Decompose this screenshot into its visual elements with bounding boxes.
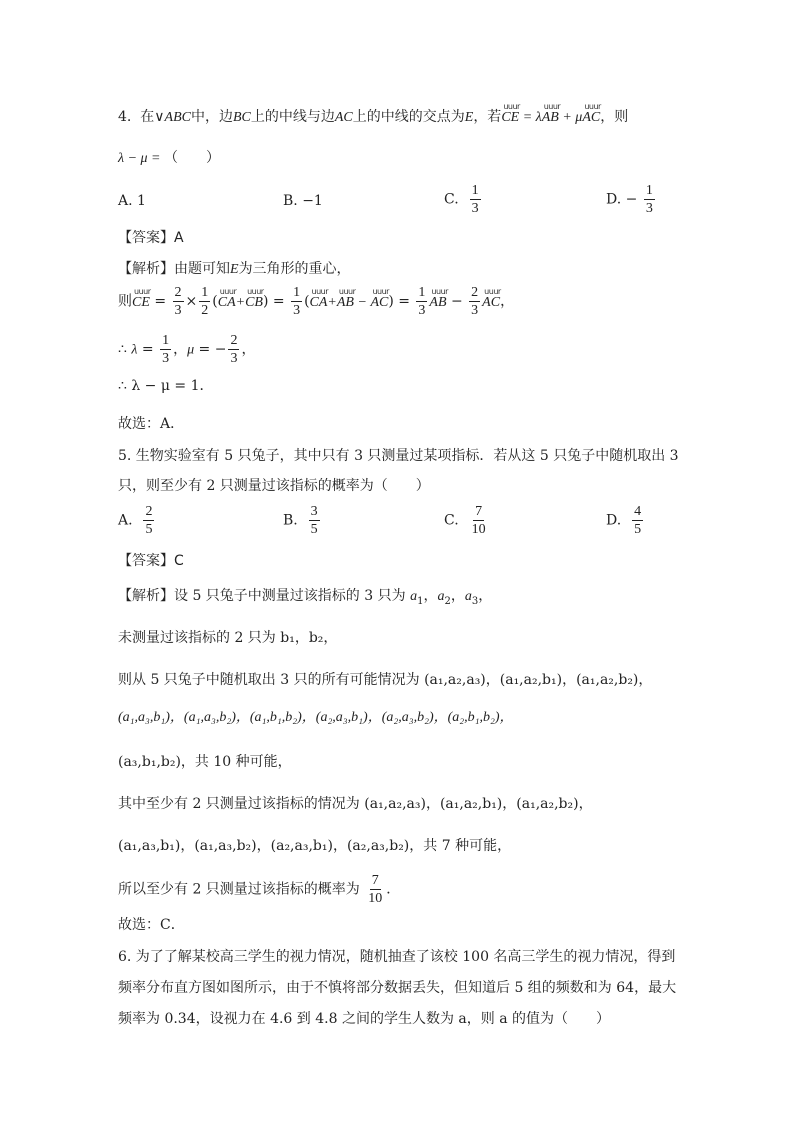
q5-analysis-line4: (a₁,a₃,b₁)，(a₁,a₃,b₂)，(a₁,b₁,b₂)，(a₂,a₃,b₁)，(a₂,a₃,b₂)，(a₂,b₁,b₂)， bbox=[118, 710, 514, 725]
q5-stem-line2: 只，则至少有 2 只测量过该指标的概率为（ ） bbox=[118, 478, 430, 494]
q5-analysis-line5: (a₃,b₁,b₂)，共 10 种可能， bbox=[118, 754, 292, 770]
q5-option-c: C. $\frac{7}{10}$ bbox=[444, 504, 486, 537]
q5-answer: 【答案】C bbox=[118, 553, 184, 569]
q4-conclusion: 故选：A． bbox=[118, 416, 185, 432]
q5-conclusion: 故选：C． bbox=[118, 917, 185, 933]
q5-option-a: A. $\frac{2}{5}$ bbox=[118, 504, 153, 537]
q5-option-d: D. $\frac{4}{5}$ bbox=[606, 504, 642, 537]
q5-analysis-line3: 则从 5 只兔子中随机取出 3 只的所有可能情况为 (a₁,a₂,a₃)，(a₁,a₂,b₁)，(a₁,a₂,b₂)， bbox=[118, 672, 653, 688]
q4-analysis-line4: ∴ λ − μ = 1． bbox=[118, 378, 214, 394]
q5-analysis-line8: 所以至少有 2 只测量过该指标的概率为 $\frac{7}{10}$ ． bbox=[118, 873, 401, 906]
q5-analysis-line6: 其中至少有 2 只测量过该指标的情况为 (a₁,a₂,a₃)，(a₁,a₂,b₁)，(a₁,a₂,b₂)， bbox=[118, 796, 593, 812]
q6-stem-line1: 6. 为了了解某校高三学生的视力情况，随机抽查了该校 100 名高三学生的视力情况，得到 bbox=[118, 949, 676, 965]
q4-stem-line2: λ − μ = （ ） bbox=[118, 151, 220, 166]
q4-analysis-line2: 则uuur CE = $\frac{2}{3}$ × $\frac{1}{2}$ (uuur CA+uuur CB) = $\frac{1}{3}$ (uuur CA+uuur AB − uuur AC) = $\frac{1}{3}$ uuur AB − $\frac{2}{3}$ uuur AC， bbox=[118, 284, 514, 319]
q5-analysis-line2: 未测量过该指标的 2 只为 b₁，b₂， bbox=[118, 630, 338, 646]
q4-answer: 【答案】A bbox=[118, 230, 184, 246]
q4-option-b: B. −1 bbox=[283, 193, 323, 209]
q6-stem-line2: 频率分布直方图如图所示，由于不慎将部分数据丢失，但知道后 5 组的频数和为 64，最大 bbox=[118, 980, 677, 996]
q5-stem-line1: 5. 生物实验室有 5 只兔子，其中只有 3 只测量过某项指标．若从这 5 只兔子中随机取出 3 bbox=[118, 448, 679, 464]
q4-analysis-line1: 【解析】由题可知E为三角形的重心， bbox=[118, 261, 351, 277]
q4-option-a: A. 1 bbox=[118, 193, 146, 209]
q4-option-c: C. $\frac{1}{3}$ bbox=[444, 183, 479, 216]
q4-analysis-line3: ∴ λ = $\frac{1}{3}$ ，μ = − $\frac{2}{3}$ ， bbox=[118, 333, 256, 366]
q6-stem-line3: 频率为 0.34，设视力在 4.6 到 4.8 之间的学生人数为 a，则 a 的值为（ ） bbox=[118, 1011, 610, 1027]
q4-stem-line1: 4. 在∨ABC中，边BC上的中线与边AC上的中线的交点为E，若uuur CE = λuuur AB + μuuur AC，则 bbox=[118, 107, 628, 128]
q5-analysis-line7: (a₁,a₃,b₁)，(a₁,a₃,b₂)，(a₂,a₃,b₁)，(a₂,a₃,b₂)，共 7 种可能， bbox=[118, 838, 512, 854]
q4-option-d: D. − $\frac{1}{3}$ bbox=[606, 183, 653, 216]
q5-analysis-line1: 【解析】设 5 只兔子中测量过该指标的 3 只为 $a_1$，$a_2$，$a_3$， bbox=[118, 588, 493, 607]
q5-option-b: B. $\frac{3}{5}$ bbox=[283, 504, 318, 537]
